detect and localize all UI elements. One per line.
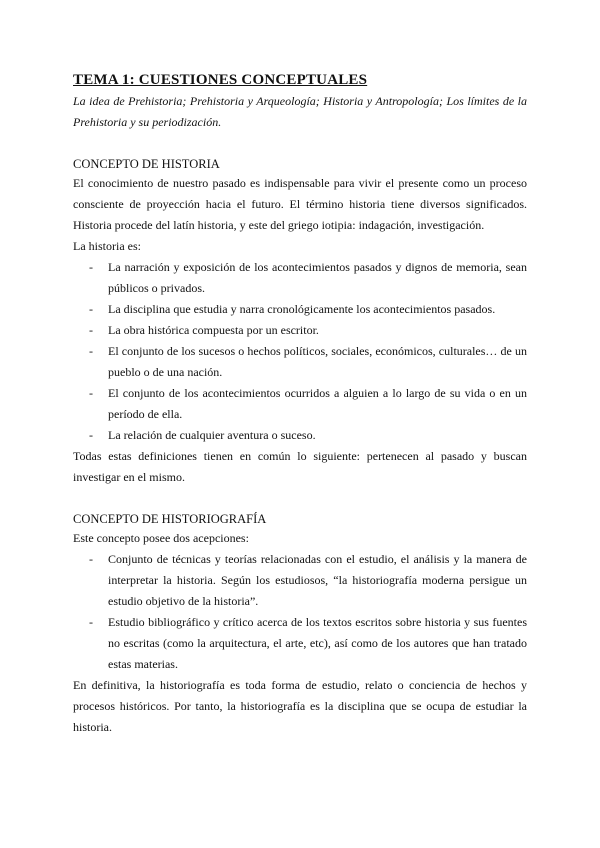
list-item-text: Estudio bibliográfico y crítico acerca de los textos escritos sobre historia y sus fuentes no escritas (como la arquitectura, el arte, etc), así como de los autores que han tratado estas materias. <box>108 615 527 671</box>
list-item <box>73 299 527 320</box>
list-item-text: La disciplina que estudia y narra cronológicamente los acontecimientos pasados. <box>108 302 496 316</box>
dash-bullet: - <box>89 552 93 566</box>
list-item <box>73 257 527 299</box>
historia-list-intro: La historia es: <box>73 239 141 253</box>
list-item-text: Conjunto de técnicas y teorías relacionadas con el estudio, el análisis y la manera de interpretar la historia. Según los estudiosos, “la historiografía moderna persigue un estudio objetivo de la historia”. <box>108 552 527 608</box>
list-item-text: La obra histórica compuesta por un escritor. <box>108 323 319 337</box>
section-heading-historiografia: CONCEPTO DE HISTORIOGRAFÍA <box>73 512 267 526</box>
section-heading-historia: CONCEPTO DE HISTORIA <box>73 157 220 171</box>
document-body <box>73 72 527 738</box>
historiografia-conclusion-paragraph: En definitiva, la historiografía es toda forma de estudio, relato o conciencia de hechos y procesos históricos. Por tanto, la historiografía es la disciplina que se ocupa de estudiar la historia. <box>73 678 527 734</box>
dash-bullet: - <box>89 344 93 358</box>
list-item <box>73 612 527 675</box>
list-item <box>73 341 527 383</box>
historia-definitions-list <box>73 257 527 446</box>
list-item-text: La narración y exposición de los acontecimientos pasados y dignos de memoria, sean públicos o privados. <box>108 260 527 295</box>
historiografia-intro-paragraph: Este concepto posee dos acepciones: <box>73 531 249 545</box>
dash-bullet: - <box>89 260 93 274</box>
dash-bullet: - <box>89 386 93 400</box>
list-item <box>73 383 527 425</box>
historia-conclusion-paragraph: Todas estas definiciones tienen en común lo siguiente: pertenecen al pasado y buscan investigar en el mismo. <box>73 449 527 484</box>
dash-bullet: - <box>89 615 93 629</box>
list-item <box>73 425 527 446</box>
dash-bullet: - <box>89 302 93 316</box>
page-title: TEMA 1: CUESTIONES CONCEPTUALES <box>73 72 368 88</box>
page-subtitle: La idea de Prehistoria; Prehistoria y Arqueología; Historia y Antropología; Los límites de la Prehistoria y su periodización. <box>73 94 527 129</box>
list-item-text: La relación de cualquier aventura o suceso. <box>108 428 316 442</box>
dash-bullet: - <box>89 323 93 337</box>
historia-intro-paragraph: El conocimiento de nuestro pasado es indispensable para vivir el presente como un proceso consciente de proyección hacia el futuro. El término historia tiene diversos significados. Historia procede del latín historia, y este del griego iotipia: indagación, investigación. <box>73 176 527 232</box>
list-item-text: El conjunto de los acontecimientos ocurridos a alguien a lo largo de su vida o en un período de ella. <box>108 386 527 421</box>
dash-bullet: - <box>89 428 93 442</box>
list-item <box>73 549 527 612</box>
list-item-text: El conjunto de los sucesos o hechos políticos, sociales, económicos, culturales… de un pueblo o de una nación. <box>108 344 527 379</box>
historiografia-meanings-list <box>73 549 527 675</box>
list-item <box>73 320 527 341</box>
